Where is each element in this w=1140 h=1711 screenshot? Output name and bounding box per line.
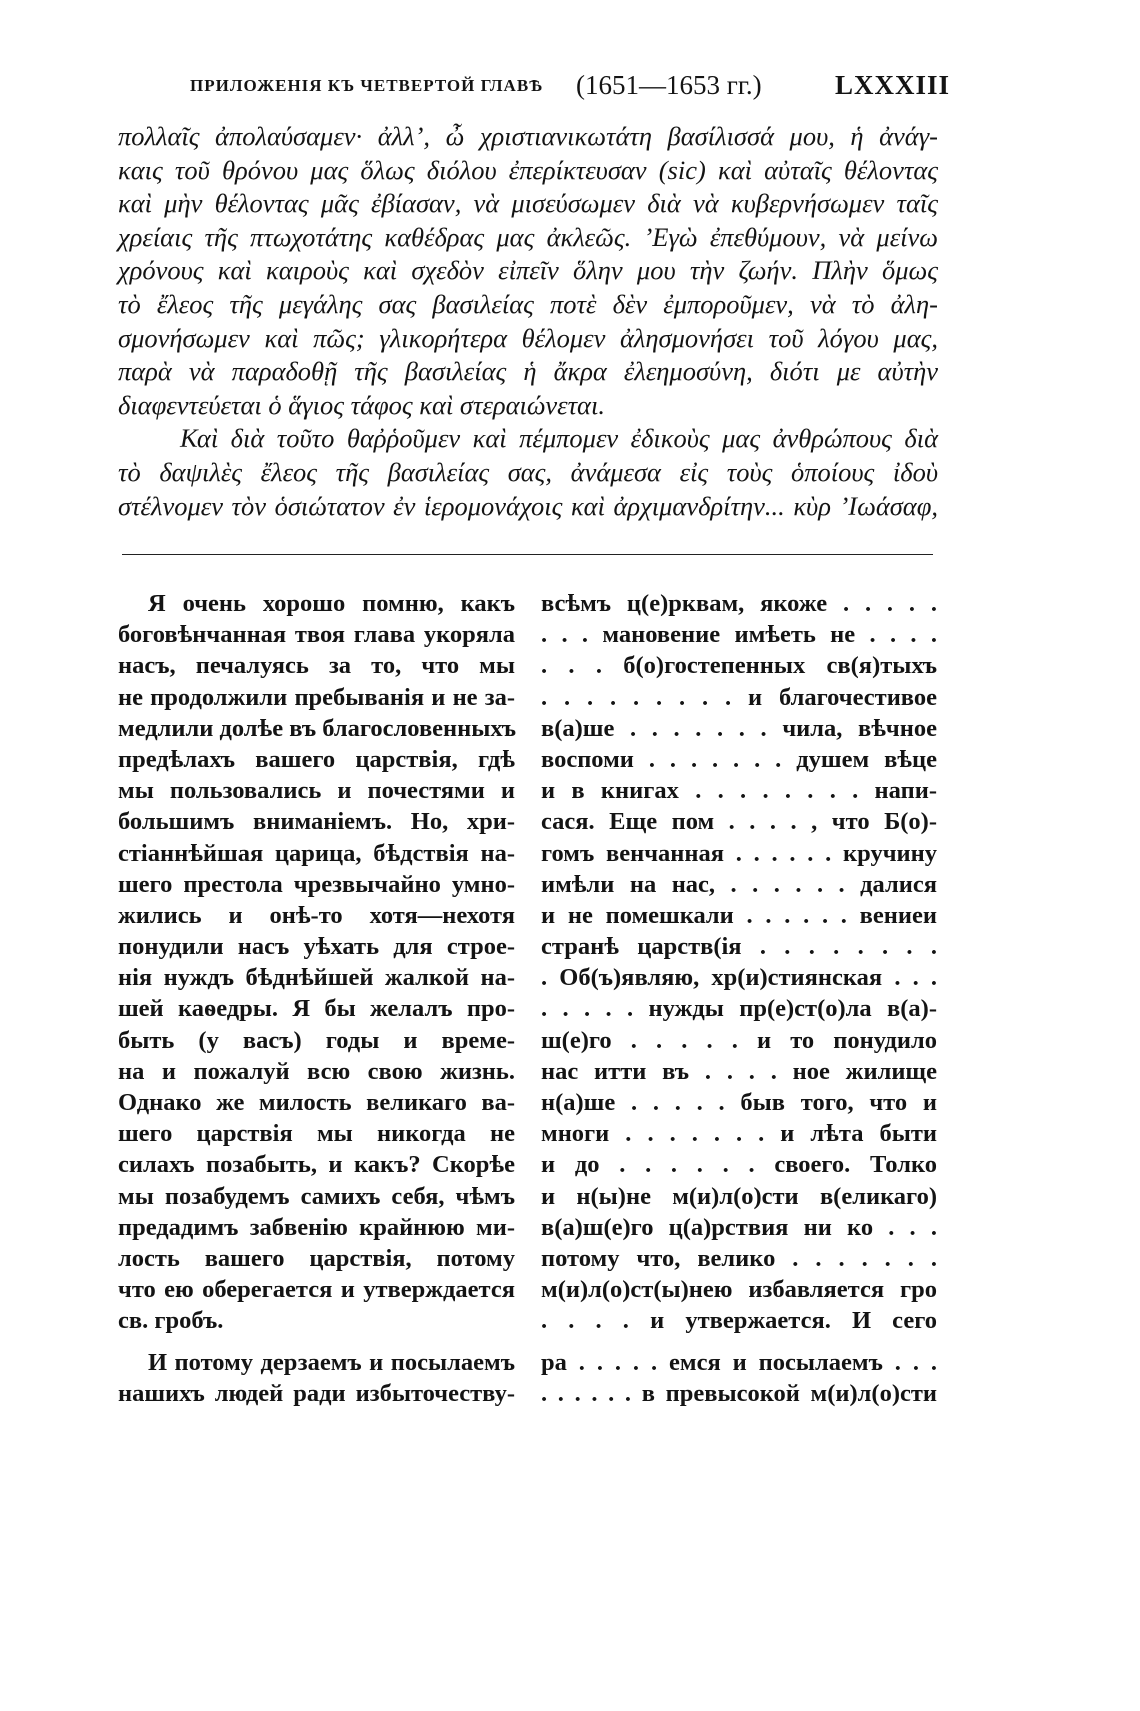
old-russian-line: . . . . и утвержается. И сего (541, 1307, 937, 1335)
old-russian-line: . . . . . нужды пр(е)ст(о)ла в(а)- (541, 995, 937, 1023)
old-russian-line: странѣ царств(ія . . . . . . . . (541, 933, 937, 961)
old-russian-line: многи . . . . . . . и лѣта быти (541, 1120, 937, 1148)
old-russian-line: . . . . . . . . . и благочестивое (541, 683, 937, 711)
old-russian-line: потому что, велико . . . . . . . (541, 1244, 937, 1272)
translation-line: быть (у васъ) годы и време- (118, 1026, 515, 1054)
greek-line: καις τοῦ θρόνου μας ὅλως διόλου ἐπερίκτευσαν (sic) καὶ αὐταῖς θέλοντας (118, 154, 938, 185)
greek-line: παρὰ νὰ παραδοθῇ τῆς βασιλείας ἡ ἄκρα ἐλεημοσύνη, διότι με αὐτὴν (118, 356, 938, 387)
header-years: (1651—1653 гг.) (576, 70, 762, 100)
translation-line: шего престола чрезвычайно умно- (118, 870, 515, 898)
translation-line: что ею оберегается и утверждается (118, 1276, 515, 1304)
old-russian-line: . . . б(о)гостепенных св(я)тыхъ (541, 652, 937, 680)
old-russian-line: м(и)л(о)ст(ы)нею избавляется гро (541, 1276, 937, 1304)
old-russian-column (541, 588, 937, 1409)
old-russian-line: . Об(ъ)являю, хр(и)стиянская . . . (541, 964, 937, 992)
greek-line: χρείαις τῆς πτωχοτάτης καθέδρας μας ἀκλεῶς. ’Εγὼ ἐπεθύμουν, νὰ μείνω (118, 221, 938, 252)
translation-line: мы позабудемъ самихъ себя, чѣмъ (118, 1182, 515, 1210)
old-russian-line: и до . . . . . . своего. Толко (541, 1151, 937, 1179)
translation-line: шей каѳедры. Я бы желалъ про- (118, 995, 515, 1023)
greek-line: τὸ ἔλεος τῆς μεγάλης σας βασιλείας ποτὲ δὲν ἐμποροῦμεν, νὰ τὸ ἀλη- (118, 288, 938, 319)
old-russian-line: воспоми . . . . . . . душем вѣце (541, 745, 937, 773)
old-russian-line: ш(е)го . . . . . и то понудило (541, 1026, 937, 1054)
old-russian-line: имѣли на нас, . . . . . . далися (541, 870, 937, 898)
greek-line: Καὶ διὰ τοῦτο θαῤῥοῦμεν καὶ πέμπομεν ἐδικοὺς μας ἀνθρώπους διὰ (180, 423, 938, 454)
translation-line: силахъ позабыть, и какъ? Скорѣе (118, 1151, 515, 1179)
greek-line: διαφεντεύεται ὁ ἅγιος τάφος καὶ στεραιώνεται. (118, 389, 605, 420)
old-russian-line: в(а)ше . . . . . . . чила, вѣчное (541, 714, 937, 742)
translation-line: Я очень хорошо помню, какъ (148, 590, 515, 617)
greek-line: χρόνους καὶ καιροὺς καὶ σχεδὸν εἰπεῖν ὅλην μου τὴν ζωήν. Πλὴν ὅμως (118, 255, 938, 286)
translation-line: медлили долѣе въ благословенныхъ (118, 714, 517, 742)
page-number: LXXXIII (834, 70, 950, 100)
old-russian-line: ра . . . . . емся и посылаемъ . . . (541, 1348, 937, 1376)
translation-line: понудили насъ уѣхать для строе- (118, 933, 515, 961)
translation-line: Однако же милость великаго ва- (118, 1089, 515, 1116)
translation-line: лость вашего царствія, потому (118, 1244, 515, 1272)
translation-line: не продолжили пребыванія и не за- (118, 683, 515, 711)
old-russian-line: всѣмъ ц(е)рквам, якоже . . . . . (541, 590, 937, 617)
old-russian-line: и в книгах . . . . . . . . напи- (541, 777, 937, 805)
translation-line: шего царствія мы никогда не (118, 1120, 515, 1148)
translation-line: мы пользовались и почестями и (118, 777, 515, 805)
translation-line: нашихъ людей ради избыточеству- (118, 1379, 515, 1407)
greek-text-block (118, 120, 938, 523)
old-russian-line: . . . . . . в превысокой м(и)л(о)сти (541, 1379, 937, 1407)
greek-line: στέλνομεν τὸν ὁσιώτατον ἐν ἱερομονάχοις καὶ ἀρχιμανδρίτην... κὺρ ’Ιωάσαφ, (118, 490, 938, 521)
old-russian-line: н(а)ше . . . . . быв того, что и (541, 1089, 937, 1116)
translation-line: св. гробъ. (118, 1307, 224, 1335)
greek-line: τὸ δαψιλὲς ἔλεος τῆς βασιλείας σας, ἀνάμεσα εἰς τοὺς ὁποίους ἰδοὺ (118, 456, 938, 487)
greek-line: πολλαῖς ἀπολαύσαμεν· ἀλλ’, ὦ χριστιανικωτάτη βασίλισσά μου, ἡ ἀνάγ- (118, 121, 938, 151)
old-russian-line: . . . мановение имѣеть не . . . . (541, 621, 937, 649)
header-title: ПРИЛОЖЕНІЯ КЪ ЧЕТВЕРТОЙ ГЛАВѢ (190, 76, 544, 95)
old-russian-line: гомъ венчанная . . . . . . кручину (541, 839, 937, 867)
old-russian-line: и н(ы)не м(и)л(о)сти в(еликаго) (541, 1182, 937, 1210)
old-russian-line: нас итти въ . . . . ное жилище (541, 1057, 937, 1085)
running-header (190, 70, 950, 110)
translation-line: предадимъ забвенію крайнюю ми- (118, 1213, 515, 1241)
translation-line: насъ, печалуясь за то, что мы (118, 652, 515, 680)
translation-line: большимъ вниманіемъ. Но, хри- (118, 808, 515, 836)
greek-line: καὶ μὴν θέλοντας μᾶς ἐβίασαν, νὰ μισεύσωμεν διὰ νὰ κυβερνήσωμεν ταῖς (118, 188, 938, 219)
old-russian-line: и не помешкали . . . . . . вениеи (541, 901, 937, 929)
translation-line: на и пожалуй всю свою жизнь. (118, 1057, 515, 1085)
translation-line: нія нуждъ бѣднѣйшей жалкой на- (118, 964, 515, 992)
translation-line: боговѣнчанная твоя глава укоряла (118, 621, 515, 649)
translation-line: предѣлахъ вашего царствія, гдѣ (118, 745, 515, 773)
translation-line: И потому дерзаемъ и посылаемъ (148, 1348, 515, 1376)
russian-translation-column (118, 588, 515, 1409)
translation-line: стіаннѣйшая царица, бѣдствія на- (118, 839, 515, 867)
section-divider (122, 554, 933, 555)
old-russian-line: в(а)ш(е)го ц(а)рствия ни ко . . . (541, 1213, 937, 1241)
greek-line: σμονήσωμεν καὶ πῶς; γλικορήτερα θέλομεν ἀλησμονήσει τοῦ λόγου μας, (118, 322, 938, 353)
old-russian-line: сася. Еще пом . . . . , что Б(о)- (541, 808, 937, 836)
translation-line: жились и онѣ-то хотя—нехотя (118, 901, 515, 929)
